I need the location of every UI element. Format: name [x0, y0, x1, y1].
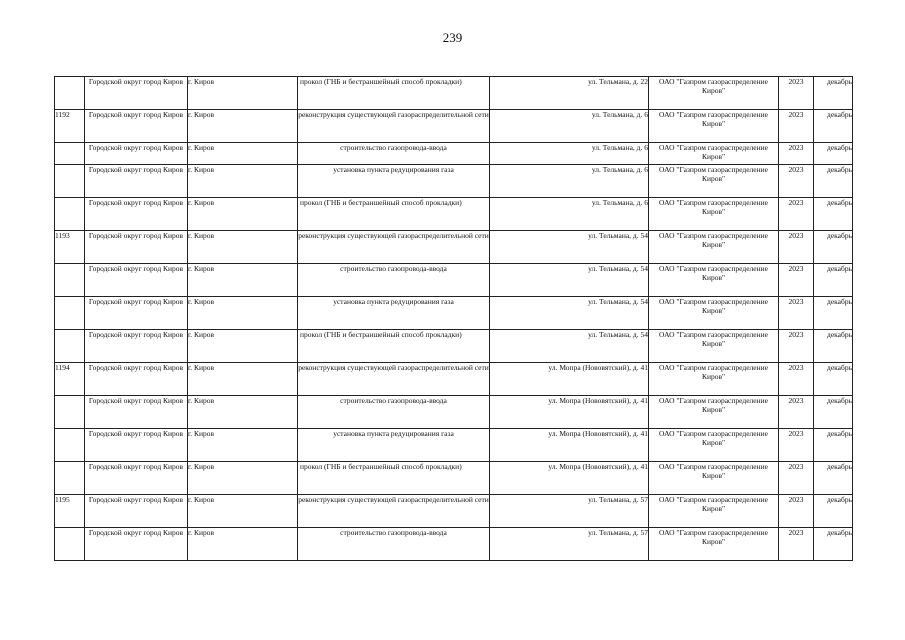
address-cell: ул. Тельмана, д. 54 — [490, 297, 649, 330]
settlement-cell: г. Киров — [188, 363, 298, 396]
row-number-cell — [55, 462, 85, 495]
month-cell: декабрь — [814, 330, 853, 363]
settlement-cell: г. Киров — [188, 198, 298, 231]
month-cell: декабрь — [814, 165, 853, 198]
work-type-cell: строительство газопровода-ввода — [298, 264, 490, 297]
organization-cell: ОАО "Газпром газораспределение Киров" — [649, 396, 779, 429]
address-cell: ул. Тельмана, д. 57 — [490, 495, 649, 528]
register-table — [54, 76, 853, 561]
organization-cell: ОАО "Газпром газораспределение Киров" — [649, 198, 779, 231]
organization-cell: ОАО "Газпром газораспределение Киров" — [649, 231, 779, 264]
settlement-cell: г. Киров — [188, 231, 298, 264]
municipality-cell: Городской округ город Киров — [85, 429, 188, 462]
table-row — [55, 363, 853, 396]
year-cell: 2023 — [779, 77, 814, 110]
municipality-cell: Городской округ город Киров — [85, 77, 188, 110]
work-type-cell: реконструкция существующей газораспределительной сети — [298, 363, 490, 396]
year-cell: 2023 — [779, 297, 814, 330]
table-row — [55, 330, 853, 363]
row-number-cell — [55, 297, 85, 330]
row-number-cell — [55, 330, 85, 363]
month-cell: декабрь — [814, 143, 853, 165]
address-cell: ул. Тельмана, д. 22 — [490, 77, 649, 110]
organization-cell: ОАО "Газпром газораспределение Киров" — [649, 363, 779, 396]
table-row — [55, 231, 853, 264]
month-cell: декабрь — [814, 528, 853, 561]
address-cell: ул. Тельмана, д. 54 — [490, 231, 649, 264]
work-type-cell: строительство газопровода-ввода — [298, 143, 490, 165]
settlement-cell: г. Киров — [188, 143, 298, 165]
work-type-cell: установка пункта редуцирования газа — [298, 297, 490, 330]
municipality-cell: Городской округ город Киров — [85, 143, 188, 165]
work-type-cell: строительство газопровода-ввода — [298, 528, 490, 561]
row-number-cell — [55, 528, 85, 561]
address-cell: ул. Тельмана, д. 6 — [490, 198, 649, 231]
row-number-cell: 1193 — [55, 231, 85, 264]
table-row — [55, 264, 853, 297]
municipality-cell: Городской округ город Киров — [85, 231, 188, 264]
organization-cell: ОАО "Газпром газораспределение Киров" — [649, 297, 779, 330]
month-cell: декабрь — [814, 462, 853, 495]
address-cell: ул. Тельмана, д. 57 — [490, 528, 649, 561]
municipality-cell: Городской округ город Киров — [85, 528, 188, 561]
work-type-cell: реконструкция существующей газораспределительной сети — [298, 495, 490, 528]
year-cell: 2023 — [779, 528, 814, 561]
table-row — [55, 429, 853, 462]
municipality-cell: Городской округ город Киров — [85, 198, 188, 231]
address-cell: ул. Тельмана, д. 54 — [490, 330, 649, 363]
settlement-cell: г. Киров — [188, 396, 298, 429]
row-number-cell — [55, 429, 85, 462]
month-cell: декабрь — [814, 77, 853, 110]
organization-cell: ОАО "Газпром газораспределение Киров" — [649, 110, 779, 143]
settlement-cell: г. Киров — [188, 110, 298, 143]
municipality-cell: Городской округ город Киров — [85, 330, 188, 363]
organization-cell: ОАО "Газпром газораспределение Киров" — [649, 429, 779, 462]
work-type-cell: установка пункта редуцирования газа — [298, 429, 490, 462]
year-cell: 2023 — [779, 198, 814, 231]
year-cell: 2023 — [779, 396, 814, 429]
month-cell: декабрь — [814, 264, 853, 297]
month-cell: декабрь — [814, 495, 853, 528]
row-number-cell — [55, 165, 85, 198]
year-cell: 2023 — [779, 495, 814, 528]
year-cell: 2023 — [779, 231, 814, 264]
work-type-cell: реконструкция существующей газораспределительной сети — [298, 110, 490, 143]
work-type-cell: прокол (ГНБ и бестраншейный способ прокладки) — [298, 462, 490, 495]
row-number-cell — [55, 396, 85, 429]
month-cell: декабрь — [814, 231, 853, 264]
work-type-cell: реконструкция существующей газораспределительной сети — [298, 231, 490, 264]
municipality-cell: Городской округ город Киров — [85, 495, 188, 528]
organization-cell: ОАО "Газпром газораспределение Киров" — [649, 143, 779, 165]
table-row — [55, 110, 853, 143]
table-row — [55, 528, 853, 561]
municipality-cell: Городской округ город Киров — [85, 165, 188, 198]
settlement-cell: г. Киров — [188, 495, 298, 528]
table-row — [55, 462, 853, 495]
row-number-cell: 1192 — [55, 110, 85, 143]
organization-cell: ОАО "Газпром газораспределение Киров" — [649, 528, 779, 561]
settlement-cell: г. Киров — [188, 165, 298, 198]
month-cell: декабрь — [814, 363, 853, 396]
settlement-cell: г. Киров — [188, 77, 298, 110]
settlement-cell: г. Киров — [188, 528, 298, 561]
year-cell: 2023 — [779, 429, 814, 462]
address-cell: ул. Мопра (Нововятский), д. 41 — [490, 429, 649, 462]
address-cell: ул. Тельмана, д. 54 — [490, 264, 649, 297]
table-row — [55, 297, 853, 330]
municipality-cell: Городской округ город Киров — [85, 264, 188, 297]
year-cell: 2023 — [779, 330, 814, 363]
table-row — [55, 165, 853, 198]
month-cell: декабрь — [814, 110, 853, 143]
address-cell: ул. Тельмана, д. 6 — [490, 165, 649, 198]
municipality-cell: Городской округ город Киров — [85, 396, 188, 429]
row-number-cell: 1194 — [55, 363, 85, 396]
settlement-cell: г. Киров — [188, 330, 298, 363]
register-body — [55, 77, 853, 561]
municipality-cell: Городской округ город Киров — [85, 363, 188, 396]
month-cell: декабрь — [814, 396, 853, 429]
settlement-cell: г. Киров — [188, 462, 298, 495]
work-type-cell: прокол (ГНБ и бестраншейный способ прокладки) — [298, 198, 490, 231]
organization-cell: ОАО "Газпром газораспределение Киров" — [649, 77, 779, 110]
organization-cell: ОАО "Газпром газораспределение Киров" — [649, 495, 779, 528]
table-row — [55, 495, 853, 528]
month-cell: декабрь — [814, 297, 853, 330]
address-cell: ул. Мопра (Нововятский), д. 41 — [490, 396, 649, 429]
work-type-cell: прокол (ГНБ и бестраншейный способ прокладки) — [298, 77, 490, 110]
address-cell: ул. Мопра (Нововятский), д. 41 — [490, 462, 649, 495]
row-number-cell: 1195 — [55, 495, 85, 528]
organization-cell: ОАО "Газпром газораспределение Киров" — [649, 165, 779, 198]
month-cell: декабрь — [814, 198, 853, 231]
year-cell: 2023 — [779, 462, 814, 495]
year-cell: 2023 — [779, 165, 814, 198]
organization-cell: ОАО "Газпром газораспределение Киров" — [649, 462, 779, 495]
year-cell: 2023 — [779, 143, 814, 165]
settlement-cell: г. Киров — [188, 429, 298, 462]
municipality-cell: Городской округ город Киров — [85, 110, 188, 143]
organization-cell: ОАО "Газпром газораспределение Киров" — [649, 330, 779, 363]
row-number-cell — [55, 77, 85, 110]
settlement-cell: г. Киров — [188, 297, 298, 330]
row-number-cell — [55, 198, 85, 231]
row-number-cell — [55, 143, 85, 165]
work-type-cell: прокол (ГНБ и бестраншейный способ прокладки) — [298, 330, 490, 363]
table-row — [55, 77, 853, 110]
row-number-cell — [55, 264, 85, 297]
work-type-cell: установка пункта редуцирования газа — [298, 165, 490, 198]
address-cell: ул. Мопра (Нововятский), д. 41 — [490, 363, 649, 396]
table-row — [55, 143, 853, 165]
settlement-cell: г. Киров — [188, 264, 298, 297]
organization-cell: ОАО "Газпром газораспределение Киров" — [649, 264, 779, 297]
address-cell: ул. Тельмана, д. 6 — [490, 110, 649, 143]
work-type-cell: строительство газопровода-ввода — [298, 396, 490, 429]
table-row — [55, 396, 853, 429]
year-cell: 2023 — [779, 110, 814, 143]
year-cell: 2023 — [779, 363, 814, 396]
month-cell: декабрь — [814, 429, 853, 462]
year-cell: 2023 — [779, 264, 814, 297]
municipality-cell: Городской округ город Киров — [85, 462, 188, 495]
municipality-cell: Городской округ город Киров — [85, 297, 188, 330]
page-number: 239 — [442, 30, 463, 45]
address-cell: ул. Тельмана, д. 6 — [490, 143, 649, 165]
table-row — [55, 198, 853, 231]
